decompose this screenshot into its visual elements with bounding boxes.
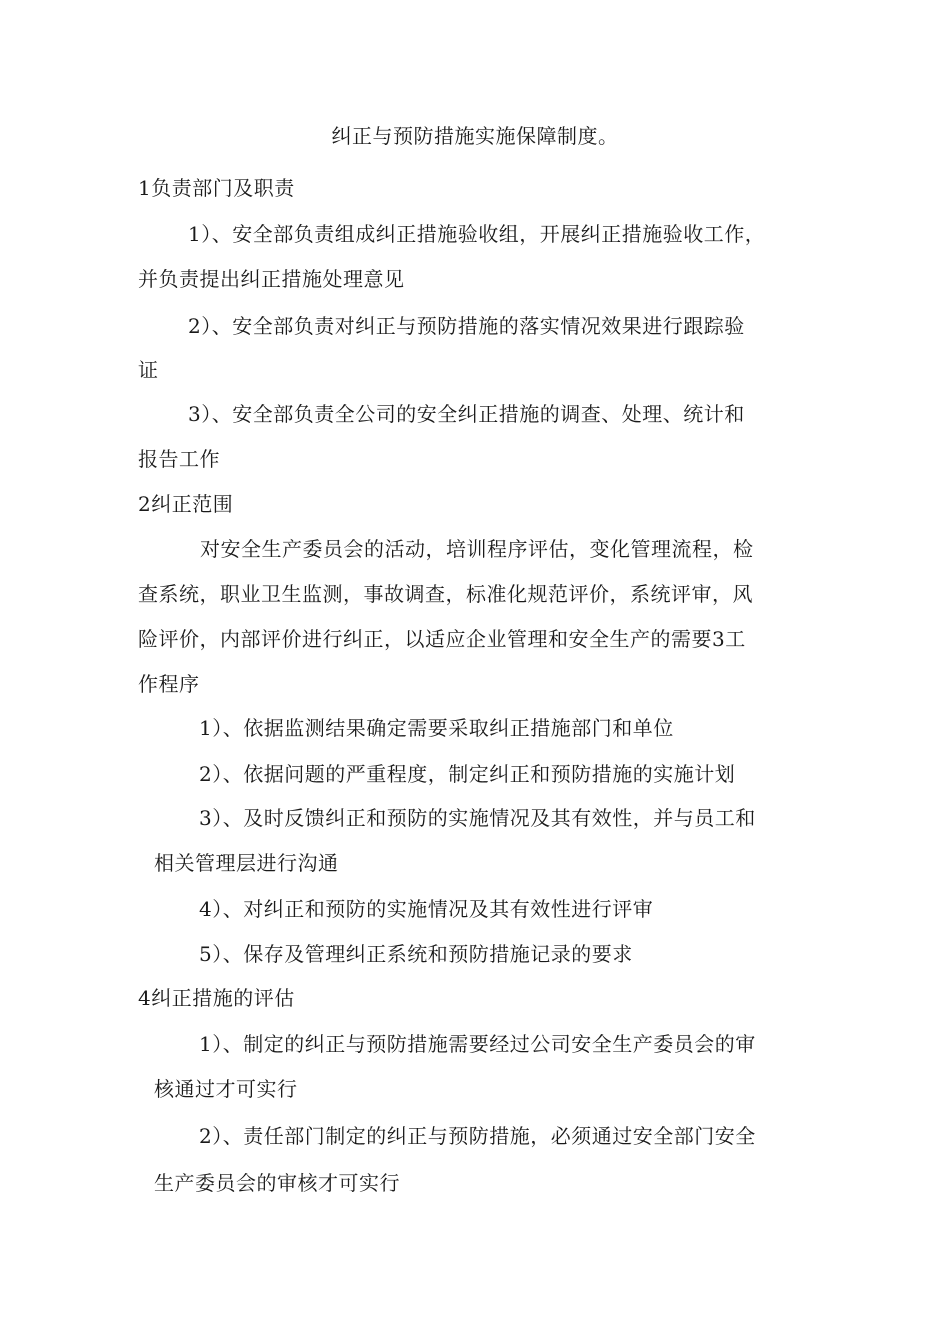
section3-item5: 5）、保存及管理纠正系统和预防措施记录的要求 — [199, 942, 633, 966]
section1-item3-line2: 报告工作 — [138, 447, 220, 471]
section4-heading: 4纠正措施的评估 — [138, 986, 295, 1010]
section2-heading: 2纠正范围 — [138, 492, 234, 516]
document-title: 纠正与预防措施实施保障制度。 — [331, 124, 619, 148]
section1-heading: 1负责部门及职责 — [138, 176, 295, 200]
section3-item3-line1: 3）、及时反馈纠正和预防的实施情况及其有效性，并与员工和 — [199, 806, 756, 830]
section1-item2-line1: 2）、安全部负责对纠正与预防措施的落实情况效果进行跟踪验 — [188, 314, 745, 338]
section4-item1-line2: 核通过才可实行 — [154, 1077, 298, 1101]
section1-item1-line2: 并负责提出纠正措施处理意见 — [138, 267, 405, 291]
section2-para-line4: 作程序 — [138, 672, 200, 696]
section4-item2-line2: 生产委员会的审核才可实行 — [154, 1171, 400, 1195]
section1-item3-line1: 3）、安全部负责全公司的安全纠正措施的调查、处理、统计和 — [188, 402, 745, 426]
section3-item1: 1）、依据监测结果确定需要采取纠正措施部门和单位 — [199, 716, 674, 740]
section2-para-line2: 查系统，职业卫生监测，事故调查，标准化规范评价，系统评审，风 — [138, 582, 753, 606]
section3-item4: 4）、对纠正和预防的实施情况及其有效性进行评审 — [199, 897, 654, 921]
section3-item3-line2: 相关管理层进行沟通 — [154, 851, 339, 875]
section3-item2: 2）、依据问题的严重程度，制定纠正和预防措施的实施计划 — [199, 762, 736, 786]
section1-item1-line1: 1）、安全部负责组成纠正措施验收组，开展纠正措施验收工作， — [188, 222, 766, 246]
section4-item2-line1: 2）、责任部门制定的纠正与预防措施，必须通过安全部门安全 — [199, 1124, 756, 1148]
section2-para-line1: 对安全生产委员会的活动，培训程序评估，变化管理流程，检 — [200, 537, 754, 561]
section1-item2-line2: 证 — [138, 358, 159, 382]
section2-para-line3: 险评价，内部评价进行纠正，以适应企业管理和安全生产的需要3工 — [138, 627, 746, 651]
section4-item1-line1: 1）、制定的纠正与预防措施需要经过公司安全生产委员会的审 — [199, 1032, 756, 1056]
